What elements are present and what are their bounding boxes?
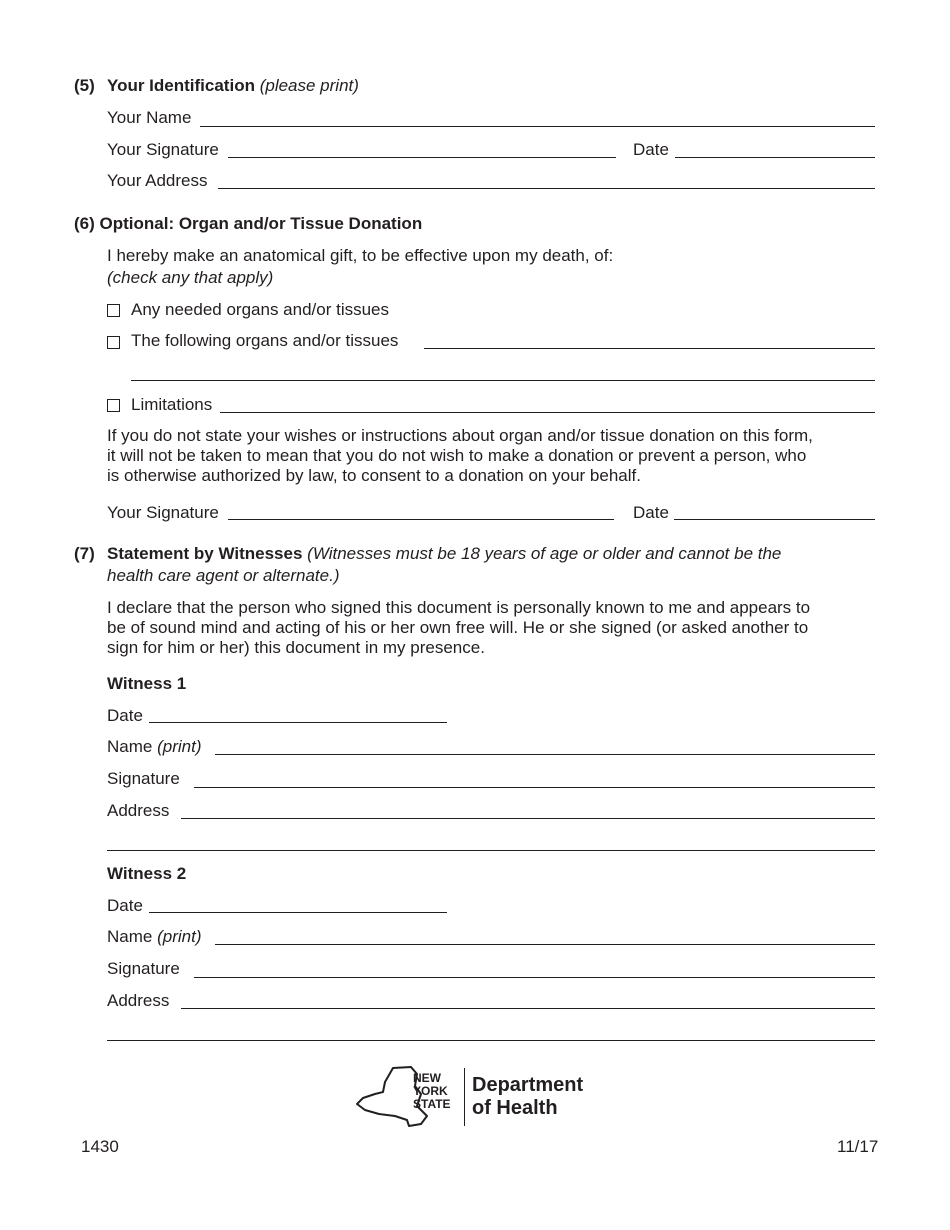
donation-date-field[interactable] xyxy=(674,519,875,520)
witness2-date-field[interactable] xyxy=(149,912,447,913)
declaration-line: I declare that the person who signed this document is personally known to me and appears to xyxy=(107,598,811,617)
form-number: 1430 xyxy=(81,1137,119,1156)
any-organs-label: Any needed organs and/or tissues xyxy=(131,300,390,319)
your-address-label: Your Address xyxy=(107,171,208,190)
section7-note-continued: health care agent or alternate.) xyxy=(107,566,340,585)
witness2-name-note: (print) xyxy=(157,927,202,946)
donation-date-label: Date xyxy=(633,503,669,522)
disclaimer-line: it will not be taken to mean that you do not wish to make a donation or prevent a person, who xyxy=(107,446,807,465)
logo-dept-line2: of Health xyxy=(472,1097,558,1119)
section5-title: Your Identification xyxy=(107,76,255,95)
form-revision: 11/17 xyxy=(837,1137,879,1156)
witness2-address-field[interactable] xyxy=(181,1008,875,1009)
witness-declaration xyxy=(107,598,887,658)
disclaimer-line: If you do not state your wishes or instructions about organ and/or tissue donation on this form, xyxy=(107,426,813,445)
witness1-address-field[interactable] xyxy=(181,818,875,819)
witness2-address-label: Address xyxy=(107,991,170,1010)
logo-state-line2: YORK xyxy=(413,1084,448,1098)
witness1-name-text: Name xyxy=(107,737,153,756)
following-organs-field-continued[interactable] xyxy=(131,380,875,381)
section7-note: (Witnesses must be 18 years of age or older and cannot be the xyxy=(307,544,782,563)
limitations-label: Limitations xyxy=(131,395,213,414)
witness2-name-label xyxy=(107,927,202,947)
witness2-name-text: Name xyxy=(107,927,153,946)
donation-signature-label: Your Signature xyxy=(107,503,219,522)
disclaimer-line: is otherwise authorized by law, to consent to a donation on your behalf. xyxy=(107,466,641,485)
donation-signature-field[interactable] xyxy=(228,519,614,520)
witness1-address-label: Address xyxy=(107,801,170,820)
limitations-checkbox[interactable] xyxy=(107,399,120,412)
your-name-label: Your Name xyxy=(107,108,192,127)
witness1-heading: Witness 1 xyxy=(107,674,187,693)
witness1-date-field[interactable] xyxy=(149,722,447,723)
following-organs-field[interactable] xyxy=(424,348,875,349)
witness2-signature-field[interactable] xyxy=(194,977,875,978)
witness1-signature-field[interactable] xyxy=(194,787,875,788)
declaration-line: be of sound mind and acting of his or her own free will. He or she signed (or asked another to xyxy=(107,618,809,637)
your-name-field[interactable] xyxy=(200,126,875,127)
section6-intro: I hereby make an anatomical gift, to be effective upon my death, of: xyxy=(107,246,614,265)
witness2-signature-label: Signature xyxy=(107,959,180,978)
witness1-name-note: (print) xyxy=(157,737,202,756)
section7-title: Statement by Witnesses xyxy=(107,544,303,563)
limitations-field[interactable] xyxy=(220,412,875,413)
logo-divider xyxy=(464,1068,465,1126)
date-label: Date xyxy=(633,140,669,159)
witness1-address-field-continued[interactable] xyxy=(107,850,875,851)
section5-note: (please print) xyxy=(259,76,359,95)
witness1-name-label xyxy=(107,737,202,757)
your-signature-label: Your Signature xyxy=(107,140,219,159)
witness2-address-field-continued[interactable] xyxy=(107,1040,875,1041)
logo-dept-line1: Department xyxy=(472,1074,584,1096)
logo-state-line1: NEW xyxy=(413,1071,441,1085)
date-field[interactable] xyxy=(675,157,875,158)
following-organs-checkbox[interactable] xyxy=(107,336,120,349)
section7-heading xyxy=(107,544,781,564)
any-organs-checkbox[interactable] xyxy=(107,304,120,317)
witness1-signature-label: Signature xyxy=(107,769,180,788)
witness1-name-field[interactable] xyxy=(215,754,875,755)
following-organs-label: The following organs and/or tissues xyxy=(131,331,399,350)
nys-doh-logo xyxy=(355,1064,600,1130)
section5-number: (5) xyxy=(74,76,95,95)
declaration-line: sign for him or her) this document in my presence. xyxy=(107,638,485,657)
section7-number: (7) xyxy=(74,544,95,563)
witness2-heading: Witness 2 xyxy=(107,864,187,883)
your-signature-field[interactable] xyxy=(228,157,616,158)
witness2-date-label: Date xyxy=(107,896,143,915)
your-address-field[interactable] xyxy=(218,188,875,189)
section6-intro-note: (check any that apply) xyxy=(107,268,274,287)
witness1-date-label: Date xyxy=(107,706,143,725)
witness2-name-field[interactable] xyxy=(215,944,875,945)
section6-heading: (6) Optional: Organ and/or Tissue Donation xyxy=(74,214,423,233)
logo-state-line3: STATE xyxy=(413,1097,451,1111)
section5-heading xyxy=(107,76,359,96)
donation-disclaimer xyxy=(107,426,887,486)
